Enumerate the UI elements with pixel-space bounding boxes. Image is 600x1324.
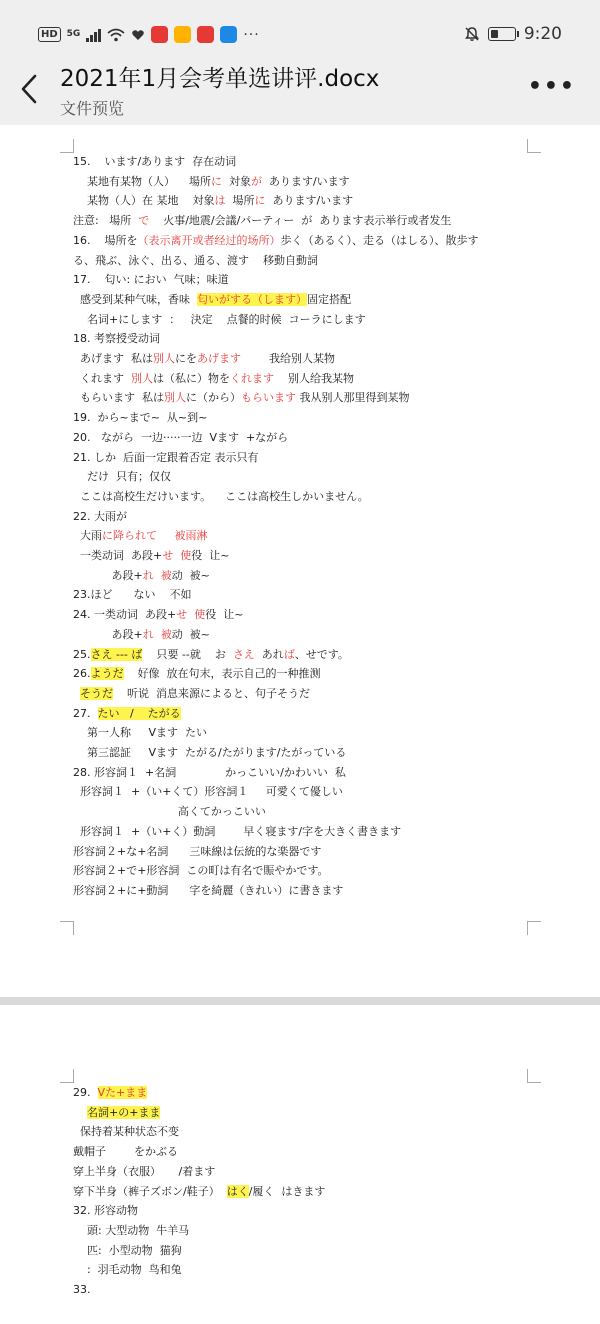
doc-text: もらいます 私は — [73, 391, 164, 405]
doc-line — [73, 785, 343, 799]
doc-text: 16. 場所を — [73, 233, 138, 247]
doc-text: 名词+にします ： 決定 点餐的时候 コーラにします — [73, 312, 366, 326]
doc-text: に（から） — [186, 391, 241, 405]
app-header — [0, 50, 600, 125]
doc-line — [73, 451, 258, 465]
red-text: 使 — [194, 608, 206, 622]
red-text: れ — [142, 627, 154, 641]
doc-line — [73, 313, 366, 327]
page-corner-mark — [60, 921, 74, 935]
highlighted-text: はく — [226, 1184, 249, 1198]
red-text: さえ — [232, 647, 255, 661]
highlighted-text: 名詞+の+まま — [87, 1105, 161, 1119]
doc-text: くれます — [73, 371, 131, 385]
doc-line — [73, 1165, 215, 1179]
doc-text: 22. 大雨が — [73, 509, 127, 523]
page-corner-mark — [527, 139, 541, 153]
more-options-icon[interactable]: ••• — [527, 74, 576, 99]
doc-text: 29. — [73, 1086, 98, 1099]
doc-line — [73, 1244, 182, 1258]
doc-text: 17. 匂い: におい 气味；味道 — [73, 273, 229, 287]
document-title: 2021年1月会考单选讲评.docx — [60, 66, 380, 92]
doc-line — [73, 825, 401, 839]
weibo-icon — [174, 26, 191, 43]
doc-line — [73, 805, 266, 819]
doc-text: あります/います — [265, 194, 354, 208]
doc-text: 33. — [73, 1283, 91, 1296]
document-subtitle: 文件预览 — [60, 99, 125, 118]
doc-text: 注意: 場所 — [73, 214, 139, 228]
red-text: 別人 — [131, 371, 153, 385]
red-text: れ — [142, 568, 154, 582]
doc-text: だけ 只有；仅仅 — [73, 470, 171, 484]
doc-text: ここは高校生だけいます。 ここは高校生しかいません。 — [73, 489, 369, 503]
doc-line — [73, 845, 321, 859]
doc-line — [73, 293, 351, 307]
doc-line — [73, 391, 410, 405]
red-text: に降られて — [102, 529, 157, 543]
doc-text: 27. — [73, 706, 98, 720]
doc-text: 保持着某种状态不变 — [73, 1125, 179, 1139]
doc-line — [73, 884, 343, 898]
doc-text: 固定搭配 — [307, 292, 351, 306]
highlighted-text: さえ --- ば — [90, 647, 143, 661]
red-text: が — [250, 174, 262, 188]
doc-line — [73, 1224, 189, 1238]
doc-text: 形容詞１ +（い+く）動詞 早く寝ます/字を大きく書きます — [73, 824, 402, 838]
red-text: （表示离开或者经过的场所） — [137, 233, 281, 247]
battery-icon — [488, 27, 516, 41]
doc-line — [73, 175, 350, 189]
doc-text: 役 让~ — [205, 608, 244, 622]
red-text: に — [210, 174, 222, 188]
doc-text — [154, 569, 161, 582]
doc-line — [73, 1283, 91, 1297]
doc-text: あります/います — [261, 174, 350, 188]
doc-text: 頭: 大型动物 牛羊马 — [73, 1223, 190, 1237]
doc-line — [73, 254, 318, 268]
doc-text: 大雨 — [73, 529, 102, 543]
doc-text: 形容詞２+で+形容詞 この町は有名で賑やかです。 — [73, 864, 329, 878]
doc-text: : 羽毛动物 鸟和兔 — [73, 1263, 182, 1277]
doc-text: 匹: 小型动物 猫狗 — [73, 1243, 182, 1257]
doc-line — [73, 569, 210, 583]
highlighted-text: 匂いがする（します） — [197, 292, 307, 306]
doc-text: 形容詞２+に+動詞 字を綺麗（きれい）に書きます — [73, 883, 344, 897]
doc-line — [73, 1204, 138, 1218]
doc-line — [73, 372, 354, 386]
doc-text: 听说 消息来源によると、句子そうだ — [113, 686, 310, 700]
doc-text: 别人给我某物 — [274, 371, 354, 385]
doc-text — [73, 1106, 87, 1119]
red-text: あげます — [197, 352, 241, 365]
doc-text: あれ — [254, 647, 284, 661]
doc-text: 対象 — [221, 174, 251, 188]
doc-text: 某物（人）在 某地 対象 — [73, 194, 215, 208]
doc-line — [73, 687, 310, 701]
red-text: に — [254, 194, 266, 208]
status-right — [464, 24, 562, 44]
app-notification-icon — [151, 26, 168, 43]
doc-text: 某地有某物（人） 場所 — [73, 174, 211, 188]
doc-line — [73, 746, 346, 760]
doc-line — [73, 194, 353, 208]
doc-text: 一类动词 あ段+ — [73, 549, 163, 562]
doc-text: あ段+ — [73, 627, 143, 641]
doc-text: あげます 私は — [73, 352, 153, 365]
red-text: 被 — [160, 568, 172, 582]
mute-icon — [464, 26, 480, 42]
page-corner-mark — [60, 1069, 74, 1083]
doc-text: 感受到某种气味，香味 — [73, 292, 197, 306]
doc-line — [73, 1185, 325, 1199]
highlighted-text: Vた+まま — [97, 1086, 148, 1099]
doc-line — [73, 490, 369, 504]
doc-text: 我给别人某物 — [241, 352, 335, 365]
doc-text — [157, 529, 174, 542]
doc-line — [73, 588, 191, 602]
doc-text: 高くてかっこいい — [73, 805, 266, 819]
doc-line — [73, 549, 229, 563]
status-left — [38, 26, 260, 43]
doc-text: 18. 考察授受动词 — [73, 332, 160, 346]
doc-line — [73, 667, 320, 681]
doc-line — [73, 431, 288, 445]
clock: 9:20 — [523, 24, 562, 44]
highlighted-text: ようだ — [90, 667, 124, 681]
doc-text: 戴帽子 をかぶる — [73, 1145, 178, 1159]
doc-text: 形容詞１ +（い+くて）形容詞１ 可愛くて優しい — [73, 785, 343, 799]
red-text: もらいます — [241, 391, 296, 405]
doc-line — [73, 707, 181, 721]
red-text: くれます — [230, 371, 274, 385]
doc-line — [73, 648, 349, 662]
page-corner-mark — [527, 921, 541, 935]
doc-line — [73, 864, 329, 878]
doc-line — [73, 352, 335, 366]
doc-line — [73, 628, 210, 642]
red-text: で — [138, 214, 150, 228]
doc-text: にを — [175, 352, 197, 365]
doc-line — [73, 273, 229, 287]
doc-text: は（私に）物を — [153, 371, 230, 385]
red-text: せ — [162, 549, 174, 562]
doc-text: 28. 形容詞１ +名詞 かっこいい/かわいい 私 — [73, 765, 346, 779]
doc-text: 24. 一类动词 あ段+ — [73, 608, 177, 622]
doc-text: 26. — [73, 667, 91, 681]
doc-text: 15. います/あります 存在动词 — [73, 155, 237, 168]
doc-line — [73, 234, 478, 248]
red-text: ば — [283, 647, 295, 661]
doc-text: 場所 — [225, 194, 255, 208]
doc-text: 第一人称 Vます たい — [73, 726, 207, 740]
doc-line — [73, 332, 160, 346]
doc-text: 19. から~まで~ 从~到~ — [73, 411, 208, 425]
red-text: 別人 — [164, 391, 186, 405]
doc-text: あ段+ — [73, 568, 143, 582]
more-notifications-icon: ··· — [243, 26, 260, 43]
doc-line — [73, 1125, 179, 1139]
doc-line — [73, 608, 243, 622]
document-page-1[interactable] — [0, 125, 600, 997]
wifi-icon — [107, 28, 125, 42]
app-notification-icon — [197, 26, 214, 43]
doc-line — [73, 214, 451, 228]
highlighted-text: たい / たがる — [97, 706, 181, 720]
red-text: 使 — [180, 549, 192, 562]
doc-text: 23.ほど ない 不如 — [73, 588, 192, 602]
page-corner-mark — [60, 139, 74, 153]
red-text: は — [214, 194, 226, 208]
doc-text: 32. 形容动物 — [73, 1204, 138, 1218]
doc-line — [73, 1263, 182, 1277]
doc-line — [73, 510, 127, 524]
highlighted-text: そうだ — [80, 686, 113, 700]
doc-text: 形容詞２+な+名詞 三味線は伝統的な楽器です — [73, 844, 322, 858]
doc-text: 我从别人那里得到某物 — [296, 391, 410, 405]
doc-text — [154, 628, 161, 641]
message-icon — [220, 26, 237, 43]
doc-text: 只要 --就 お — [142, 647, 233, 661]
battery-fill — [491, 30, 498, 38]
doc-text: 役 让~ — [191, 549, 230, 562]
doc-text: 火事/地震/会議/パーティー が あります表示举行或者发生 — [149, 214, 452, 228]
doc-text: 好像 放在句末，表示自己的一种推测 — [123, 667, 321, 681]
hd-icon: HD — [38, 27, 61, 42]
doc-text: 第三認証 Vます たがる/たがります/たがっている — [73, 746, 347, 759]
document-page-2[interactable] — [0, 1005, 600, 1324]
network-type: 5G — [66, 29, 81, 39]
doc-text: 21. しか 后面一定跟着否定 表示只有 — [73, 450, 259, 464]
doc-text — [73, 687, 80, 700]
signal-icon — [86, 28, 101, 42]
doc-text: 歩く（あるく）、走る（はしる）、散歩す — [280, 233, 479, 247]
doc-line — [73, 726, 207, 740]
red-text: 被雨淋 — [174, 529, 208, 543]
doc-text: 动 被~ — [171, 627, 210, 641]
doc-text: 20. ながら 一边·····一边 Vます +ながら — [73, 430, 289, 444]
page-separator — [0, 997, 600, 1005]
doc-line — [73, 1106, 160, 1120]
doc-line — [73, 1145, 178, 1159]
red-text: 別人 — [153, 352, 175, 365]
doc-line — [73, 529, 207, 543]
doc-text: 动 被~ — [171, 568, 210, 582]
doc-text: 25. — [73, 647, 91, 661]
doc-text: /履く はきます — [248, 1184, 326, 1198]
doc-line — [73, 766, 346, 780]
red-text: 被 — [160, 627, 172, 641]
doc-line — [73, 1086, 147, 1100]
doc-text: 、せです。 — [294, 647, 349, 661]
page-corner-mark — [527, 1069, 541, 1083]
doc-line — [73, 411, 207, 425]
red-text: せ — [176, 608, 188, 622]
doc-line — [73, 470, 171, 484]
doc-line — [73, 155, 236, 169]
doc-text: 穿上半身（衣服） /着ます — [73, 1164, 216, 1178]
back-arrow-icon[interactable] — [18, 72, 42, 106]
heart-icon — [131, 28, 145, 42]
doc-text: る、飛ぶ、泳ぐ、出る、通る、渡す 移動自動詞 — [73, 253, 318, 267]
doc-text: 穿下半身（裤子ズボン/鞋子） — [73, 1184, 227, 1198]
